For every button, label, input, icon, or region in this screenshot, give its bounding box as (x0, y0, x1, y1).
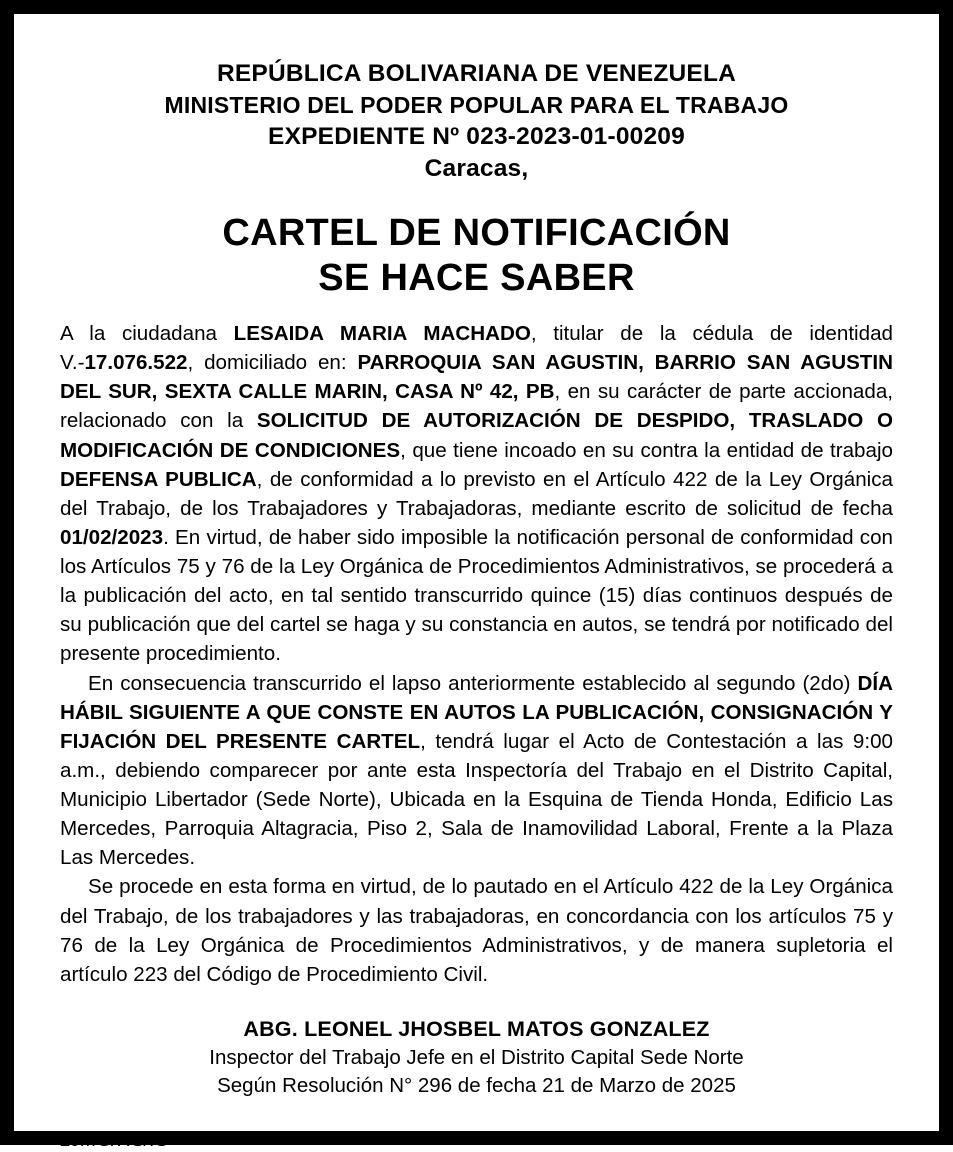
p1-text-5: , que tiene incoado en su contra la entidad de trabajo (400, 438, 893, 462)
title-line-se-hace-saber: SE HACE SABER (318, 257, 635, 300)
p1-employer: DEFENSA PUBLICA (60, 467, 257, 491)
p2-deadline-clause: DÍA HÁBIL SIGUIENTE A QUE CONSTE EN AUTOS LA PUBLICACIÓN, CONSIGNACIÓN Y FIJACIÓN DEL PRESENTE CARTEL (60, 671, 893, 753)
document-body (60, 319, 893, 989)
document-header (60, 58, 893, 185)
p1-address: PARROQUIA SAN AGUSTIN, BARRIO SAN AGUSTIN DEL SUR, SEXTA CALLE MARIN, CASA Nº 42, PB (60, 351, 893, 404)
p1-text-4: , en su carácter de parte accionada, relacionado con la (60, 380, 893, 433)
paragraph-legal-basis: Se procede en esta forma en virtud, de lo pautado en el Artículo 422 de la Ley Orgánica del Trabajo, de los trabajadores y las trabajadoras, en concordancia con los artículos 75 y 76 de la Ley Orgánica de Procedimientos Administrativos, y de manera supletoria el artículo 223 del Código de Procedimiento Civil. (60, 875, 893, 986)
p1-text-7: . En virtud, de haber sido imposible la notificación personal de conformidad con los Artículos 75 y 76 de la Ley Orgánica de Procedimientos Administrativos, se procederá a la publicación del acto, en tal sentido transcurrido quince (15) días continuos después de su publicación que del cartel se haga y su constancia en autos, se tendrá por notificado del presente procedimiento. (60, 525, 893, 666)
paragraph-notified-party (60, 319, 893, 669)
p1-text-6: , de conformidad a lo previsto en el Artículo 422 de la Ley Orgánica del Trabajo, de los Trabajadores y Trabajadoras, mediante escrito de solicitud de fecha (60, 467, 893, 520)
signer-name: ABG. LEONEL JHOSBEL MATOS GONZALEZ (243, 1016, 710, 1041)
p1-text-2: , titular de la cédula de identidad V.- (60, 322, 893, 375)
p1-text-1: A la ciudadana (60, 322, 234, 345)
signer-role: Inspector del Trabajo Jefe en el Distrito Capital Sede Norte (209, 1045, 744, 1069)
paragraph-hearing (60, 669, 893, 873)
p1-request-type: SOLICITUD DE AUTORIZACIÓN DE DESPIDO, TRASLADO O MODIFICACIÓN DE CONDICIONES (60, 409, 893, 462)
p1-text-3: , domiciliado en: (187, 351, 358, 375)
footer-reference-code: LJMG/RS/IS (60, 1129, 169, 1152)
p1-id-number: 17.076.522 (84, 351, 188, 375)
p1-request-date: 01/02/2023 (60, 525, 164, 549)
notice-border-frame (11, 11, 942, 1152)
p2-text-1: En consecuencia transcurrido el lapso anteriormente establecido al segundo (2do) (88, 671, 858, 695)
header-city-line: Caracas, (424, 155, 529, 183)
document-title (60, 211, 893, 301)
header-file-number-line: EXPEDIENTE Nº 023-2023-01-00209 (268, 122, 685, 150)
p1-citizen-name: LESAIDA MARIA MACHADO (233, 322, 531, 345)
header-country-line: REPÚBLICA BOLIVARIANA DE VENEZUELA (216, 60, 737, 87)
p2-text-2: , tendrá lugar el Acto de Contestación a las 9:00 a.m., debiendo comparecer por ante esta Inspectoría del Trabajo en el Distrito Capital, Municipio Libertador (Sede Norte), Ubicada en la Esquina de Tienda Honda, Edificio Las Mercedes, Parroquia Altagracia, Piso 2, Sala de Inamovilidad Laboral, Frente a la Plaza Las Mercedes. (60, 729, 893, 870)
signature-block (60, 1015, 893, 1099)
title-line-notification: CARTEL DE NOTIFICACIÓN (222, 212, 731, 255)
header-ministry-line: MINISTERIO DEL PODER POPULAR PARA EL TRABAJO (164, 92, 789, 119)
signer-resolution: Según Resolución N° 296 de fecha 21 de Marzo de 2025 (217, 1073, 736, 1097)
